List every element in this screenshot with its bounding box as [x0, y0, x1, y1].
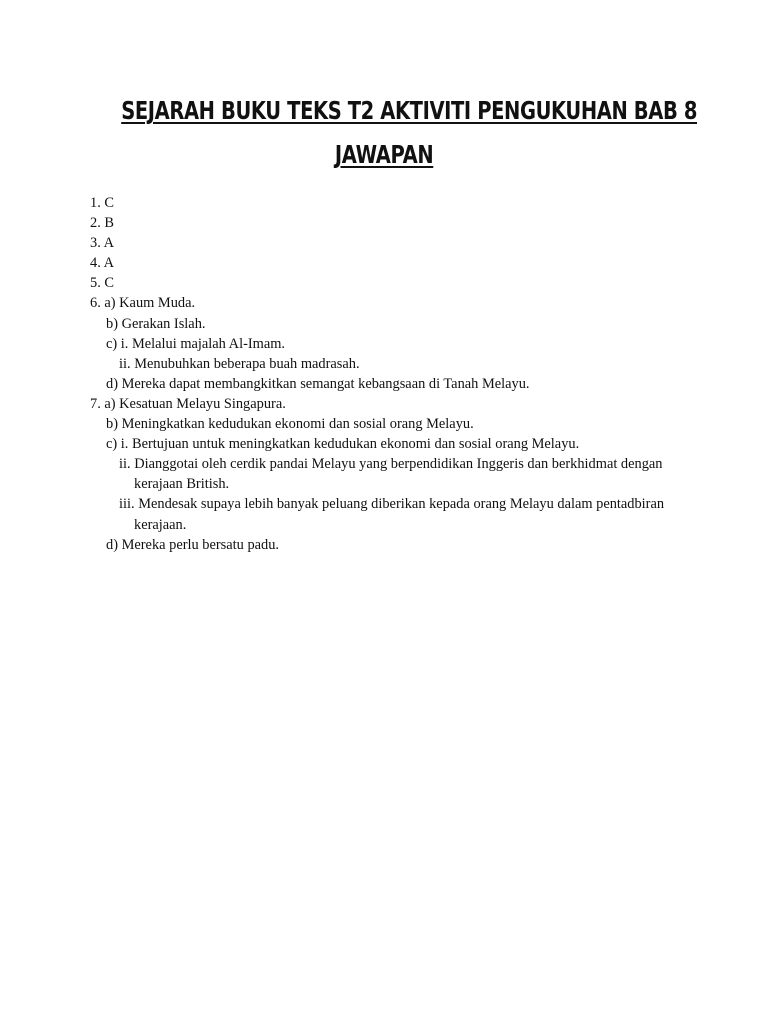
answer-4: 4. A: [90, 255, 114, 272]
page-title-line-1: SEJARAH BUKU TEKS T2 AKTIVITI PENGUKUHAN BAB 8: [121, 96, 698, 125]
answer-7c-i: c) i. Bertujuan untuk meningkatkan kedudukan ekonomi dan sosial orang Melayu.: [106, 436, 580, 453]
page-title: [40, 96, 728, 126]
answer-6c-ii: ii. Menubuhkan beberapa buah madrasah.: [119, 355, 360, 372]
answer-6d: d) Mereka dapat membangkitkan semangat kebangsaan di Tanah Melayu.: [106, 375, 530, 392]
answer-7c-iii: iii. Mendesak supaya lebih banyak peluang diberikan kepada orang Melayu dalam pentadbiran: [119, 496, 665, 513]
answer-2: 2. B: [90, 215, 114, 232]
page-title-line-2: JAWAPAN: [334, 140, 434, 169]
answer-7b: b) Meningkatkan kedudukan ekonomi dan sosial orang Melayu.: [106, 416, 474, 433]
answer-1: 1. C: [90, 195, 114, 211]
answer-7c-ii: ii. Dianggotai oleh cerdik pandai Melayu yang berpendidikan Inggeris dan berkhidmat dengan: [119, 456, 663, 473]
page-subtitle: [40, 140, 728, 170]
answer-3: 3. A: [90, 235, 114, 252]
answer-5: 5. C: [90, 275, 114, 292]
answer-list: [90, 193, 710, 555]
answer-6b: b) Gerakan Islah.: [106, 315, 206, 332]
answer-7c-ii-cont: kerajaan British.: [134, 476, 230, 493]
answer-7d: d) Mereka perlu bersatu padu.: [106, 536, 280, 553]
answer-6a: 6. a) Kaum Muda.: [90, 295, 196, 312]
answer-7c-iii-cont: kerajaan.: [134, 516, 187, 533]
answer-7a: 7. a) Kesatuan Melayu Singapura.: [90, 395, 286, 412]
answer-6c-i: c) i. Melalui majalah Al-Imam.: [106, 335, 286, 352]
